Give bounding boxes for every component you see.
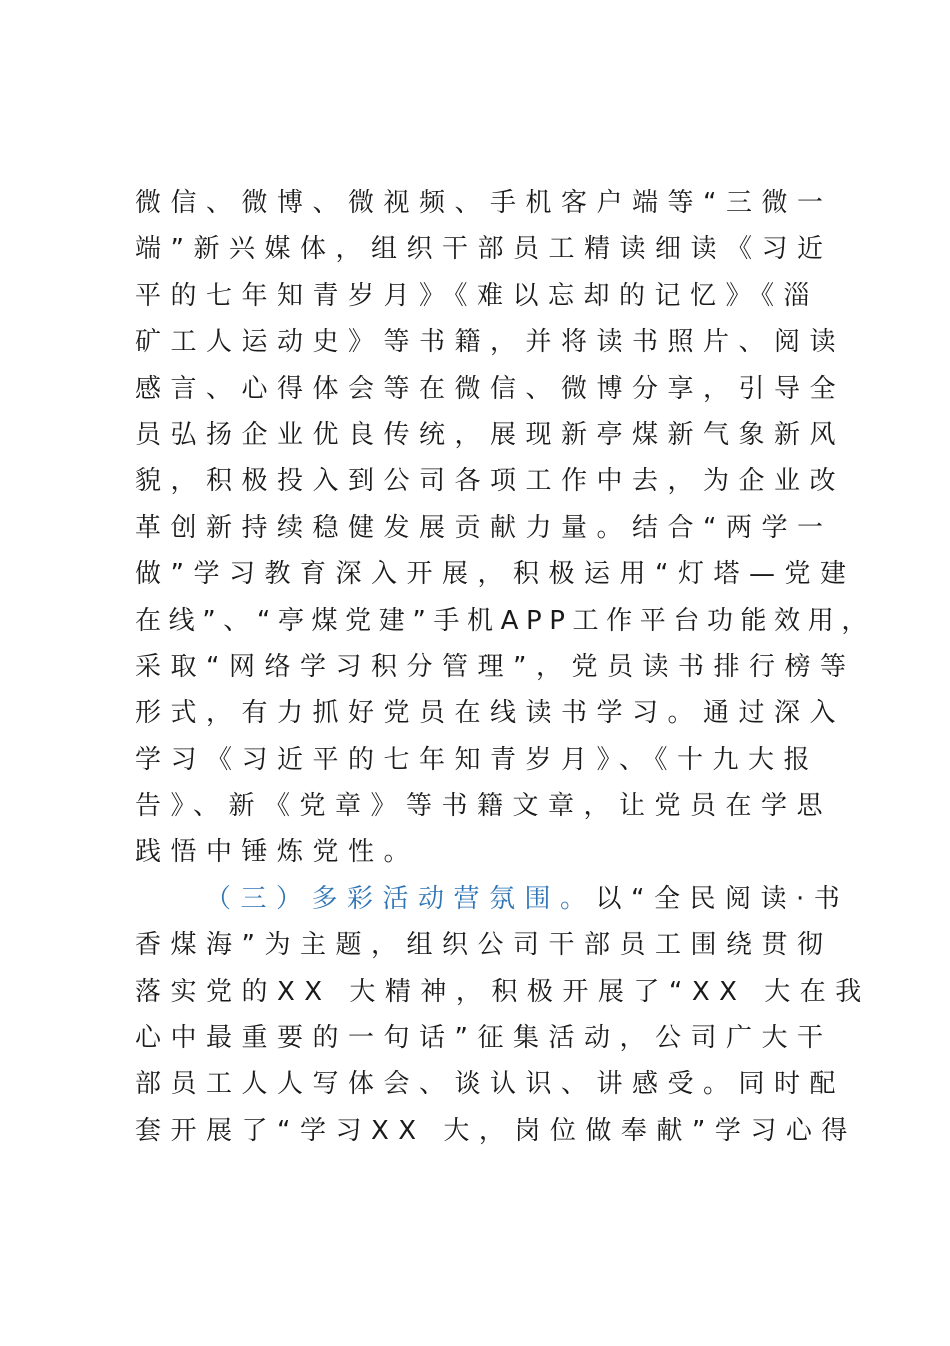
heading-continuation: 以“全民阅读·书 bbox=[595, 883, 850, 914]
section-heading: （三）多彩活动营氛围。 bbox=[205, 883, 596, 914]
text-line: 端”新兴媒体，组织干部员工精读细读《习近 bbox=[135, 234, 833, 265]
text-line: 做”学习教育深入开展，积极运用“灯塔—党建 bbox=[135, 559, 856, 590]
text-line: 平的七年知青岁月》《难以忘却的记忆》《淄 bbox=[135, 280, 820, 311]
text-line bbox=[135, 876, 850, 922]
text-line: 香煤海”为主题，组织公司干部员工围绕贯彻 bbox=[135, 930, 833, 961]
text-line: 践悟中锤炼党性。 bbox=[135, 837, 420, 868]
text-line: 微信、微博、微视频、手机客户端等“三微一 bbox=[135, 188, 833, 218]
text-line: 心中最重要的一句话”征集活动，公司广大干 bbox=[135, 1023, 833, 1054]
text-line: 采取“网络学习积分管理”，党员读书排行榜等 bbox=[135, 651, 856, 682]
text-line: 落实党的XX 大精神，积极开展了“XX 大在我 bbox=[135, 976, 871, 1007]
text-line: 套开展了“学习XX 大，岗位做奉献”学习心得 bbox=[135, 1115, 857, 1146]
text-line: 形式，有力抓好党员在线读书学习。通过深入 bbox=[135, 698, 846, 729]
body-text bbox=[135, 180, 875, 1154]
text-line: 矿工人运动史》等书籍，并将读书照片、阅读 bbox=[135, 327, 846, 358]
text-line: 貌，积极投入到公司各项工作中去，为企业改 bbox=[135, 466, 846, 497]
text-line: 告》、新《党章》等书籍文章，让党员在学思 bbox=[135, 791, 833, 822]
text-line: 革创新持续稳健发展贡献力量。结合“两学一 bbox=[135, 512, 833, 543]
paragraph bbox=[135, 180, 875, 876]
text-line: 在线”、“亭煤党建”手机APP工作平台功能效用， bbox=[135, 605, 875, 636]
text-line: 部员工人人写体会、谈认识、讲感受。同时配 bbox=[135, 1069, 846, 1100]
text-line: 员弘扬企业优良传统，展现新亭煤新气象新风 bbox=[135, 419, 846, 450]
text-line: 感言、心得体会等在微信、微博分享，引导全 bbox=[135, 373, 846, 404]
text-line: 学习《习近平的七年知青岁月》、《十九大报 bbox=[135, 744, 820, 775]
paragraph bbox=[135, 876, 871, 1154]
